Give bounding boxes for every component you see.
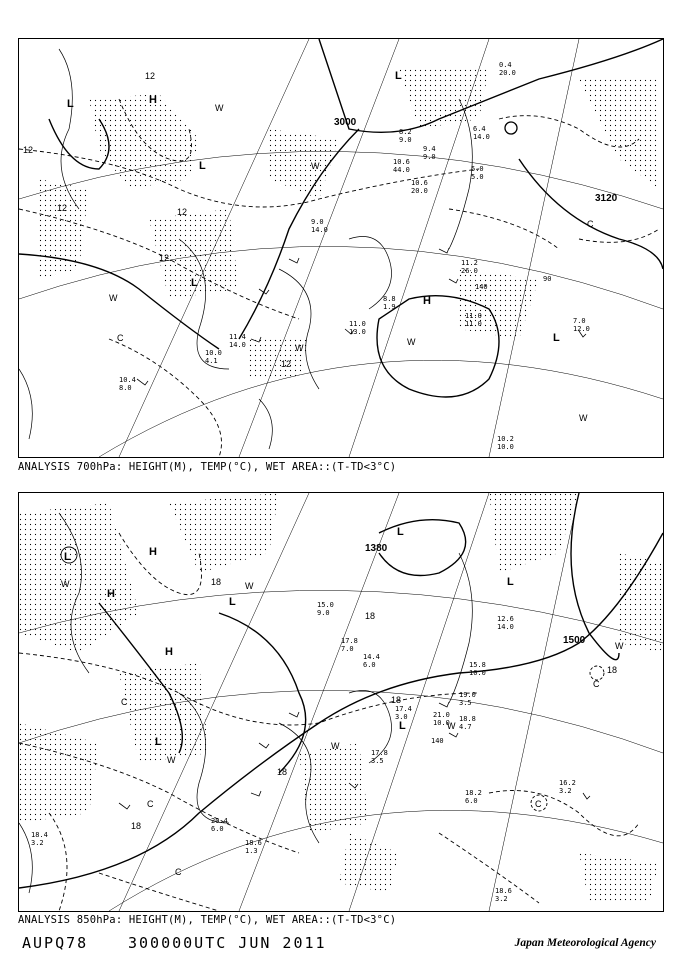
system-marker: W (331, 741, 340, 751)
station-obs (393, 158, 410, 174)
obs-temp: 18.4 (31, 831, 48, 839)
system-marker: L (395, 70, 402, 82)
station-obs (245, 839, 262, 855)
obs-temp: 17.8 (371, 749, 388, 757)
obs-temp: 18.6 (245, 839, 262, 847)
contour-label: 18 (131, 821, 142, 831)
station-obs (559, 779, 576, 795)
system-marker: L (64, 551, 71, 563)
obs-dew: 20.0 (499, 69, 516, 77)
valid-time: 300000UTC JUN 2011 (128, 934, 327, 952)
obs-temp: 11.2 (461, 259, 478, 267)
obs-dew: 3.5 (459, 699, 472, 707)
obs-temp: 16.2 (559, 779, 576, 787)
map-panel-850hpa (18, 492, 664, 912)
obs-dew: 9.0 (399, 136, 412, 144)
obs-temp: 7.0 (573, 317, 586, 325)
obs-temp: 14.4 (363, 653, 380, 661)
obs-dew: 3.0 (395, 713, 408, 721)
station-obs (459, 691, 476, 707)
contour-label: 12 (177, 207, 188, 217)
obs-dew: 4.1 (205, 357, 218, 365)
obs-temp: 20.4 (211, 817, 228, 825)
obs-dew: 8.0 (119, 384, 132, 392)
system-marker: L (553, 332, 560, 344)
closed-contour-marker (590, 666, 604, 680)
obs-temp: 15.8 (469, 661, 486, 669)
station-obs (471, 165, 484, 181)
map-850hpa-svg (19, 493, 663, 911)
obs-dew: 6.0 (363, 661, 376, 669)
height-contours (19, 39, 663, 397)
obs-temp: 11.0 (465, 312, 482, 320)
system-marker: W (579, 413, 588, 423)
system-marker: H (149, 94, 157, 106)
system-marker: H (107, 588, 115, 600)
system-marker: W (295, 343, 304, 353)
obs-dew: 14.0 (311, 226, 328, 234)
system-marker: W (109, 293, 118, 303)
station-obs (495, 887, 512, 903)
obs-dew: 9.0 (317, 609, 330, 617)
contour-label: 12 (145, 71, 156, 81)
obs-temp: 9.0 (311, 218, 324, 226)
wet-area-stipple (19, 493, 663, 903)
station-obs (31, 831, 48, 847)
obs-temp: 12.6 (497, 615, 514, 623)
contour-label: 18 (391, 695, 402, 705)
system-marker: H (165, 646, 173, 658)
system-marker: L (67, 98, 74, 110)
station-obs (383, 295, 396, 311)
station-obs (433, 711, 450, 727)
obs-temp: 8.2 (399, 128, 412, 136)
obs-temp: 5.0 (471, 165, 484, 173)
station-obs (411, 179, 428, 195)
station-obs (423, 145, 436, 161)
system-marker: C (175, 867, 182, 877)
obs-dew: 14.0 (473, 133, 490, 141)
obs-temp: 0.4 (499, 61, 512, 69)
obs-dew: 7.0 (341, 645, 354, 653)
system-marker: C (593, 679, 600, 689)
obs-temp: 10.0 (205, 349, 222, 357)
contour-label: 12 (23, 145, 34, 155)
station-obs (119, 376, 136, 392)
station-obs (399, 128, 412, 144)
obs-temp: 9.4 (423, 145, 436, 153)
contour-labels-850 (131, 543, 617, 831)
system-marker: W (245, 581, 254, 591)
system-marker: C (147, 799, 154, 809)
station-obs (473, 125, 490, 141)
system-marker: L (507, 576, 514, 588)
system-marker: H (149, 546, 157, 558)
station-obs (465, 789, 482, 805)
obs-temp: 10.6 (393, 158, 410, 166)
station-obs (341, 637, 358, 653)
station-obs (465, 312, 482, 328)
system-marker: L (399, 720, 406, 732)
coastline (19, 49, 472, 449)
obs-dew: 20.0 (411, 187, 428, 195)
system-marker: C (535, 799, 542, 809)
closed-contour-marker (505, 122, 517, 134)
map-700hpa-svg (19, 39, 663, 457)
contour-label: 3000 (334, 117, 357, 128)
obs-dew: 4.7 (459, 723, 472, 731)
contour-label: 1380 (365, 543, 388, 554)
obs-temp: 10.6 (411, 179, 428, 187)
station-obs (395, 705, 412, 721)
contour-label: 3120 (595, 193, 618, 204)
contour-label: 12 (57, 203, 68, 213)
obs-dew: 3.2 (495, 895, 508, 903)
obs-temp: 18.6 (495, 887, 512, 895)
obs-temp: 17.8 (341, 637, 358, 645)
obs-dew: 44.0 (393, 166, 410, 174)
station-obs (573, 317, 590, 333)
station-obs (497, 615, 514, 631)
contour-label: 1500 (563, 635, 586, 646)
obs-temp: 15.0 (317, 601, 334, 609)
station-obs (229, 333, 246, 349)
obs-dew: 10.0 (469, 669, 486, 677)
grid-label: 90 (543, 275, 552, 283)
obs-temp: 8.8 (383, 295, 396, 303)
system-marker: L (397, 526, 404, 538)
obs-temp: 10.2 (497, 435, 514, 443)
obs-dew: 10.0 (433, 719, 450, 727)
system-marker: W (311, 161, 320, 171)
station-obs (469, 661, 486, 677)
contour-label: 12 (159, 253, 170, 263)
obs-dew: 5.0 (471, 173, 484, 181)
station-obs (459, 715, 476, 731)
system-marker: W (407, 337, 416, 347)
obs-temp: 18.8 (459, 715, 476, 723)
system-marker: W (447, 721, 456, 731)
contour-label: 18 (607, 665, 618, 675)
station-obs (205, 349, 222, 365)
obs-temp: 11.0 (349, 320, 366, 328)
system-marker: L (191, 277, 198, 289)
obs-dew: 3.5 (371, 757, 384, 765)
system-marker: W (61, 579, 70, 589)
obs-temp: 11.4 (229, 333, 246, 341)
obs-dew: 6.0 (465, 797, 478, 805)
obs-dew: 3.2 (31, 839, 44, 847)
station-obs (497, 435, 514, 451)
obs-dew: 13.0 (349, 328, 366, 336)
obs-dew: 11.0 (465, 320, 482, 328)
system-marker: C (121, 697, 128, 707)
system-marker: H (423, 295, 431, 307)
obs-temp: 6.4 (473, 125, 486, 133)
panel-caption-700hpa: ANALYSIS 700hPa: HEIGHT(M), TEMP(°C), WET AREA::(T-TD<3°C) (18, 461, 397, 473)
grid-label: 140 (431, 737, 444, 745)
system-marker: C (587, 219, 594, 229)
contour-label: 18 (365, 611, 376, 621)
obs-dew: 14.0 (229, 341, 246, 349)
agency-name: Japan Meteorological Agency (514, 937, 656, 949)
contour-label: 18 (211, 577, 222, 587)
obs-dew: 1.9 (383, 303, 396, 311)
obs-temp: 21.0 (433, 711, 450, 719)
station-obs (311, 218, 328, 234)
obs-dew: 3.2 (559, 787, 572, 795)
obs-temp: 10.4 (119, 376, 136, 384)
contour-label: 12 (281, 359, 292, 369)
map-panel-700hpa (18, 38, 664, 458)
obs-dew: 10.0 (497, 443, 514, 451)
obs-dew: 9.0 (423, 153, 436, 161)
system-marker: W (215, 103, 224, 113)
system-marker: L (199, 160, 206, 172)
obs-dew: 6.0 (211, 825, 224, 833)
station-obs (211, 817, 228, 833)
system-marker: W (167, 755, 176, 765)
station-obs (499, 61, 516, 77)
system-marker: C (117, 333, 124, 343)
contour-label: 18 (277, 767, 288, 777)
obs-temp: 17.4 (395, 705, 412, 713)
station-obs (371, 749, 388, 765)
obs-temp: 18.2 (465, 789, 482, 797)
system-marker: L (155, 736, 162, 748)
obs-dew: 14.0 (497, 623, 514, 631)
obs-dew: 1.3 (245, 847, 258, 855)
obs-temp: 19.0 (459, 691, 476, 699)
obs-dew: 12.0 (573, 325, 590, 333)
station-obs (317, 601, 334, 617)
panel-caption-850hpa: ANALYSIS 850hPa: HEIGHT(M), TEMP(°C), WET AREA::(T-TD<3°C) (18, 914, 397, 926)
station-obs (461, 259, 478, 275)
system-marker: W (615, 641, 624, 651)
system-marker: L (229, 596, 236, 608)
chart-code: AUPQ78 (22, 934, 89, 952)
grid-label: 140 (475, 283, 488, 291)
station-obs (363, 653, 380, 669)
obs-dew: 26.0 (461, 267, 478, 275)
station-obs-850 (31, 601, 576, 903)
